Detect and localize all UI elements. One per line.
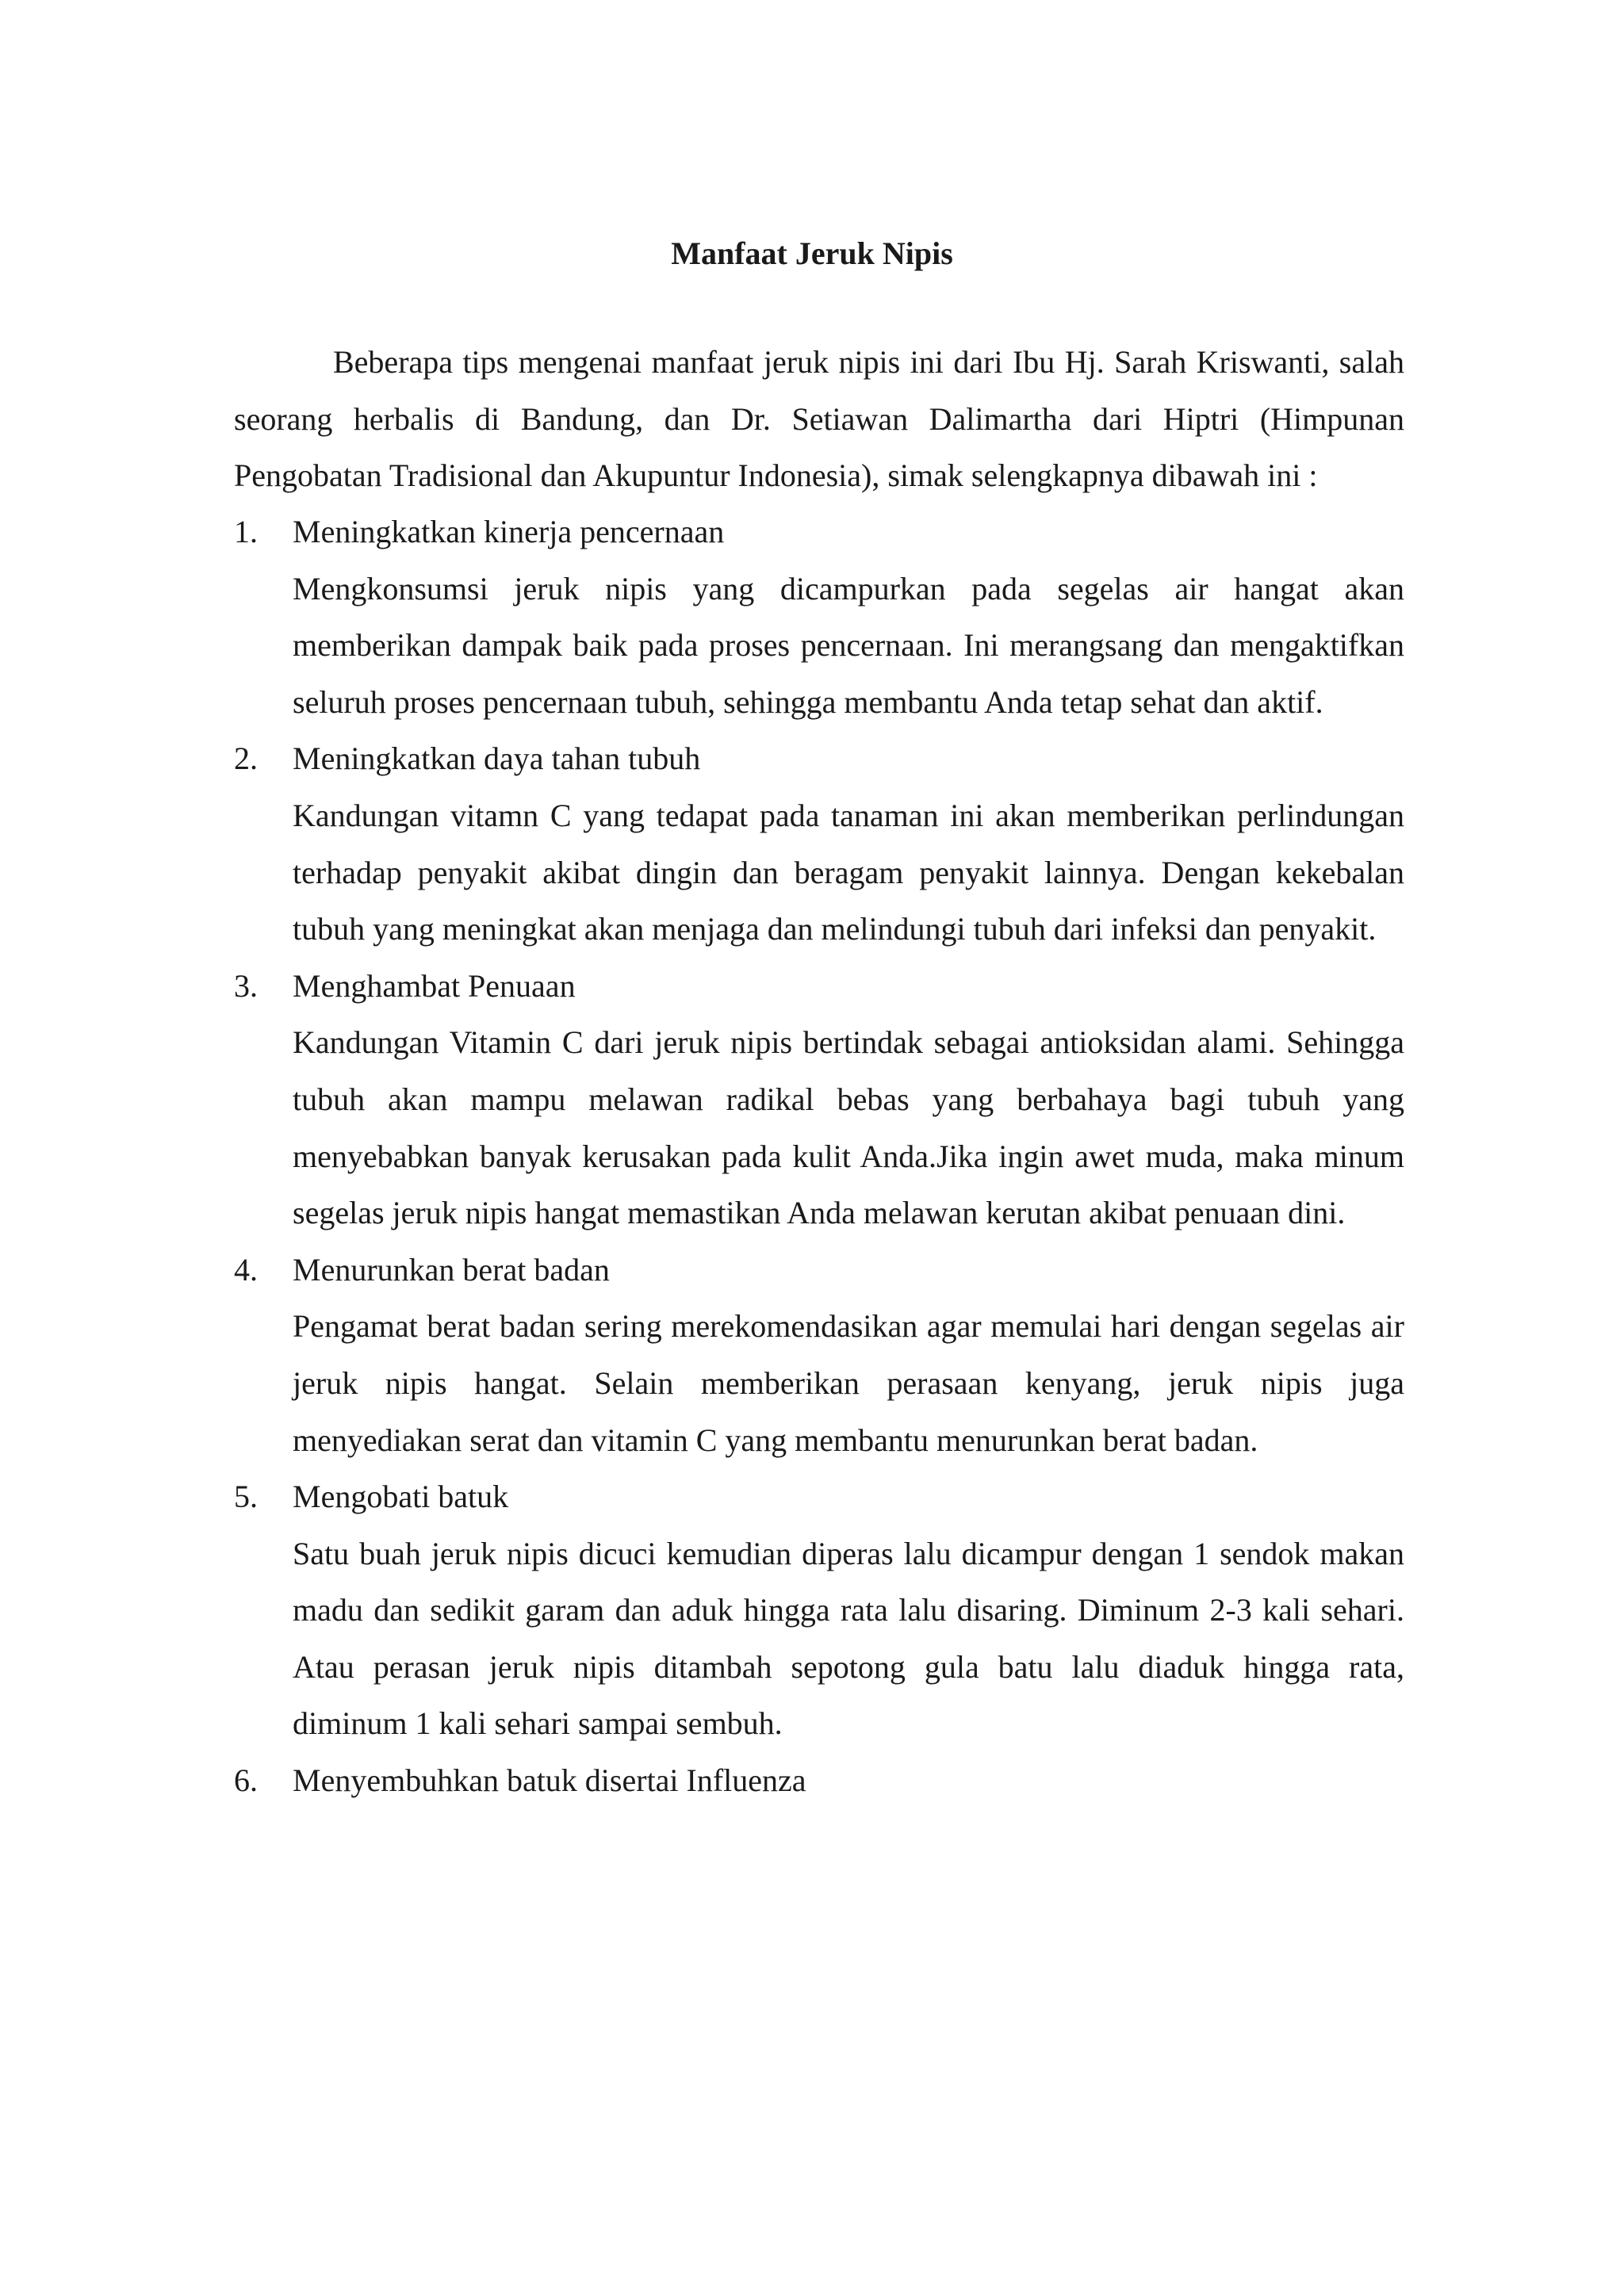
list-item-number: 6. — [234, 1762, 258, 1799]
list-item-title: Menyembuhkan batuk disertai Influenza — [293, 1762, 806, 1799]
list-item-title: Mengobati batuk — [293, 1479, 509, 1515]
list-item-number: 3. — [234, 967, 258, 1004]
list-item — [234, 958, 1404, 1242]
list-item-number: 1. — [234, 514, 258, 549]
list-item-body: Mengkonsumsi jeruk nipis yang dicampurkan pada segelas air hangat akan memberikan dampak baik pada proses pencernaan. Ini merangsang dan mengaktifkan seluruh proses pencernaan tubuh, sehingga membantu Anda tetap sehat dan aktif. — [293, 570, 1404, 720]
benefit-list — [234, 503, 1404, 1809]
list-item-body: Kandungan Vitamin C dari jeruk nipis bertindak sebagai antioksidan alami. Sehingga tubuh akan mampu melawan radikal bebas yang berbahaya bagi tubuh yang menyebabkan banyak kerusakan pada kulit Anda.Jika ingin awet muda, maka minum segelas jeruk nipis hangat memastikan Anda melawan kerutan akibat penuaan dini. — [293, 1024, 1404, 1231]
list-item-number: 4. — [234, 1251, 258, 1288]
list-item-number: 5. — [234, 1479, 258, 1515]
list-item-number: 2. — [234, 740, 258, 777]
list-item — [234, 503, 1404, 730]
list-item-title: Meningkatkan daya tahan tubuh — [293, 740, 701, 777]
list-item — [234, 1468, 1404, 1752]
list-item-title: Menghambat Penuaan — [293, 967, 576, 1004]
list-item-title: Menurunkan berat badan — [293, 1251, 610, 1288]
list-item-body: Pengamat berat badan sering merekomendasikan agar memulai hari dengan segelas air jeruk nipis hangat. Selain memberikan perasaan kenyang, jeruk nipis juga menyediakan serat dan vitamin C yang membantu menurunkan berat badan. — [293, 1308, 1404, 1458]
list-item — [234, 730, 1404, 957]
list-item-body: Kandungan vitamn C yang tedapat pada tanaman ini akan memberikan perlindungan terhadap penyakit akibat dingin dan beragam penyakit lainnya. Dengan kekebalan tubuh yang meningkat akan menjaga dan melindungi tubuh dari infeksi dan penyakit. — [293, 797, 1404, 947]
list-item-title: Meningkatkan kinerja pencernaan — [293, 514, 725, 549]
list-item — [234, 1242, 1404, 1468]
list-item — [234, 1752, 1404, 1809]
document-title: Manfaat Jeruk Nipis — [671, 235, 953, 271]
intro-paragraph: Beberapa tips mengenai manfaat jeruk nipis ini dari Ibu Hj. Sarah Kriswanti, salah seorang herbalis di Bandung, dan Dr. Setiawan Dalimartha dari Hiptri (Himpunan Pengobatan Tradisional dan Akupuntur Indonesia), simak selengkapnya dibawah ini : — [234, 344, 1404, 494]
list-item-body: Satu buah jeruk nipis dicuci kemudian diperas lalu dicampur dengan 1 sendok makan madu dan sedikit garam dan aduk hingga rata lalu disaring. Diminum 2-3 kali sehari. Atau perasan jeruk nipis ditambah sepotong gula batu lalu diaduk hingga rata, diminum 1 kali sehari sampai sembuh. — [293, 1535, 1404, 1742]
